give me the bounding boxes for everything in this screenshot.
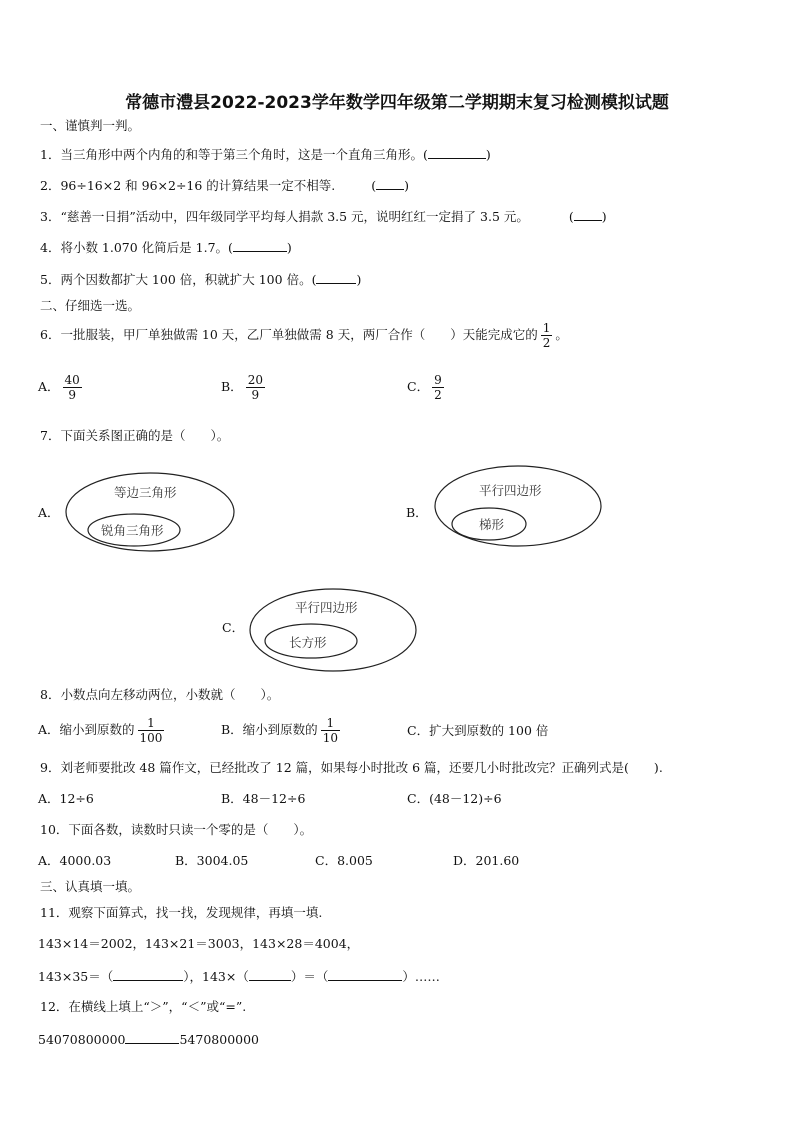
question-11-equations: 143×14＝2002，143×21＝3003，143×28＝4004， — [38, 936, 360, 951]
question-8-option-a[interactable]: A．缩小到原数的 $\frac{1}{100}$ — [38, 715, 163, 745]
question-8-option-c[interactable]: C．扩大到原数的 100 倍 — [407, 723, 549, 738]
question-2-text: 2．96÷16×2 和 96×2÷16 的计算结果一定不相等. — [40, 178, 336, 193]
question-1-text: 1．当三角形中两个内角的和等于第三个角时，这是一个直角三角形。( — [40, 147, 428, 162]
inner-label: 梯形 — [479, 517, 505, 532]
question-11-text: 11．观察下面算式，找一找，发现规律，再填一填. — [40, 905, 323, 920]
answer-blank[interactable] — [125, 1031, 179, 1044]
answer-blank[interactable] — [233, 239, 287, 252]
venn-diagram-c — [248, 586, 420, 674]
question-10-option-a[interactable]: A．4000.03 — [38, 853, 112, 868]
inner-label: 锐角三角形 — [101, 523, 164, 538]
question-11-fill: 143×35＝（ ），143×（ ）＝（ ）…… — [38, 969, 440, 984]
answer-blank[interactable] — [316, 271, 356, 284]
question-5: 5．两个因数都扩大 100 倍，积就扩大 100 倍。( ) — [40, 272, 362, 287]
question-12-text: 12．在横线上填上“＞”，“＜”或“=”. — [40, 999, 247, 1014]
question-2: 2．96÷16×2 和 96×2÷16 的计算结果一定不相等. ( ) — [40, 178, 410, 193]
fraction: $\frac{1}{2}$ — [542, 320, 551, 350]
section-3-heading: 三、认真填一填。 — [40, 879, 141, 894]
question-8-text: 8．小数点向左移动两位，小数就（ ）。 — [40, 687, 280, 702]
outer-label: 等边三角形 — [114, 485, 177, 500]
venn-diagram-a — [64, 470, 236, 554]
answer-blank[interactable] — [328, 968, 402, 981]
answer-blank[interactable] — [249, 968, 291, 981]
section-1-heading: 一、谨慎判一判。 — [40, 118, 141, 133]
section-2-heading: 二、仔细选一选。 — [40, 298, 141, 313]
question-7-option-a-label[interactable]: A． — [38, 505, 60, 520]
question-1: 1．当三角形中两个内角的和等于第三个角时，这是一个直角三角形。( ) — [40, 147, 491, 162]
question-6-option-c[interactable]: C． $\frac{9}{2}$ — [407, 372, 442, 402]
question-6: 6．一批服装，甲厂单独做需 10 天，乙厂单独做需 8 天，两厂合作（ ）天能完成它的 $\frac{1}{2}$ 。 — [40, 320, 568, 350]
question-10-text: 10．下面各数，读数时只读一个零的是（ ）。 — [40, 822, 313, 837]
question-6-text: 6．一批服装，甲厂单独做需 10 天，乙厂单独做需 8 天，两厂合作（ ）天能完成它的 — [40, 327, 538, 342]
answer-blank[interactable] — [574, 208, 602, 221]
answer-blank[interactable] — [376, 177, 404, 190]
venn-diagram-b — [433, 463, 605, 549]
question-7-option-c-label[interactable]: C． — [222, 620, 245, 635]
question-12-comparison: 54070800000 5470800000 — [38, 1032, 260, 1047]
question-9-option-b[interactable]: B．48－12÷6 — [221, 791, 306, 806]
question-3-text: 3．“慈善一日捐”活动中，四年级同学平均每人捐款 3.5 元，说明红红一定捐了 3.5 元。 — [40, 209, 529, 224]
outer-label: 平行四边形 — [479, 483, 542, 498]
question-9-text: 9．刘老师要批改 48 篇作文，已经批改了 12 篇，如果每小时批改 6 篇，还要几小时批改完？正确列式是( ). — [40, 760, 663, 775]
inner-label: 长方形 — [289, 635, 327, 650]
question-5-text: 5．两个因数都扩大 100 倍，积就扩大 100 倍。( — [40, 272, 317, 287]
outer-label: 平行四边形 — [295, 600, 358, 615]
question-4: 4．将小数 1.070 化简后是 1.7。( ) — [40, 240, 292, 255]
question-9-option-c[interactable]: C．(48－12)÷6 — [407, 791, 502, 806]
question-7-text: 7．下面关系图正确的是（ ）。 — [40, 428, 230, 443]
question-6-option-a[interactable]: A． $\frac{40}{9}$ — [38, 372, 80, 402]
answer-blank[interactable] — [113, 968, 183, 981]
question-9-option-a[interactable]: A．12÷6 — [38, 791, 94, 806]
question-6-option-b[interactable]: B． $\frac{20}{9}$ — [221, 372, 263, 402]
question-8-option-b[interactable]: B．缩小到原数的 $\frac{1}{10}$ — [221, 715, 338, 745]
question-10-option-c[interactable]: C．8.005 — [315, 853, 373, 868]
question-4-text: 4．将小数 1.070 化简后是 1.7。( — [40, 240, 233, 255]
answer-blank[interactable] — [428, 146, 486, 159]
page-title: 常德市澧县2022-2023学年数学四年级第二学期期末复习检测模拟试题 — [125, 93, 669, 113]
question-7-option-b-label[interactable]: B． — [406, 505, 428, 520]
question-10-option-b[interactable]: B．3004.05 — [175, 853, 249, 868]
question-3: 3．“慈善一日捐”活动中，四年级同学平均每人捐款 3.5 元，说明红红一定捐了 3.5 元。 ( ) — [40, 209, 607, 224]
question-10-option-d[interactable]: D．201.60 — [453, 853, 520, 868]
